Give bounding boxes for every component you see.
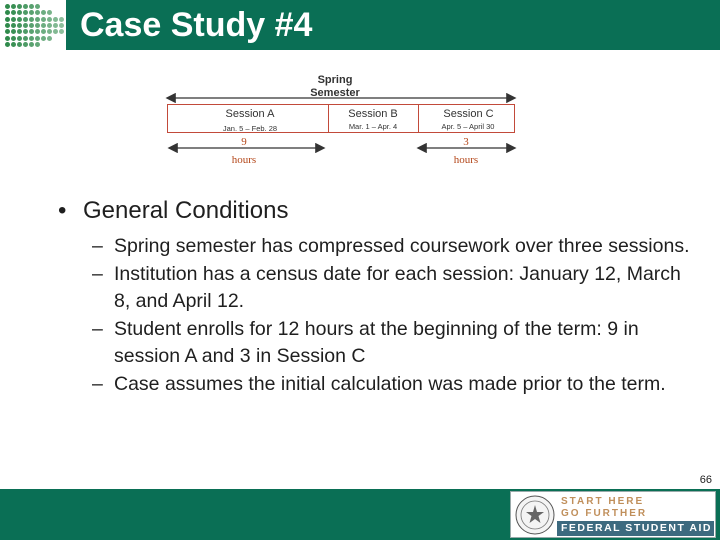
header-bar (0, 0, 720, 50)
page-title: Case Study #4 (80, 6, 313, 44)
logo-dot (47, 29, 52, 34)
logo-dot (41, 23, 46, 28)
session-timeline-diagram (160, 74, 525, 174)
logo-dot (23, 23, 28, 28)
logo-dot (11, 23, 16, 28)
logo-dot (17, 4, 22, 9)
logo-dot (11, 17, 16, 22)
session-divider (418, 104, 419, 133)
list-item-text: Case assumes the initial calculation was made prior to the term. (114, 372, 666, 395)
logo-dot (23, 17, 28, 22)
logo-dot (23, 29, 28, 34)
logo-dot (59, 29, 64, 34)
bullet-dot: • (58, 197, 67, 224)
session-a-hours-unit: hours (231, 154, 257, 166)
logo-dot (35, 17, 40, 22)
logo-dot (53, 23, 58, 28)
list-item: – Case assumes the initial calculation was made prior to the term. (92, 372, 666, 395)
logo-dot (35, 10, 40, 15)
logo-dot (29, 29, 34, 34)
session-a-dates: Jan. 5 – Feb. 28 (222, 124, 278, 133)
session-b-name: Session B (348, 108, 398, 120)
session-b-dates: Mar. 1 – Apr. 4 (348, 122, 398, 131)
logo-dot (23, 10, 28, 15)
bullet-label: General Conditions (83, 197, 289, 224)
conditions-list (92, 233, 692, 398)
list-item: – Institution has a census date for each session: January 12, March 8, and April 12. (92, 262, 681, 312)
logo-dot (17, 10, 22, 15)
logo-dot (47, 36, 52, 41)
logo-dot (41, 17, 46, 22)
session-a-hours: 9 (241, 136, 247, 148)
logo-dot (11, 29, 16, 34)
logo-tagline-2: GO FURTHER (561, 508, 648, 519)
logo-dot (59, 23, 64, 28)
logo-dot (11, 4, 16, 9)
logo-dot (41, 36, 46, 41)
logo-dot (17, 17, 22, 22)
logo-tagline-1: START HERE (561, 496, 645, 507)
logo-dot (29, 23, 34, 28)
list-item: – Student enrolls for 12 hours at the beginning of the term: 9 in session A and 3 in Session C (92, 317, 639, 367)
logo-dot (5, 4, 10, 9)
logo-dot (53, 29, 58, 34)
logo-dot (29, 36, 34, 41)
logo-dot (5, 17, 10, 22)
session-c-name: Session C (443, 108, 494, 120)
logo-dot (17, 23, 22, 28)
session-a-name: Session A (225, 108, 275, 120)
logo-dot (41, 10, 46, 15)
logo-agency-name: FEDERAL STUDENT AID (557, 521, 714, 536)
term-label: Spring Semester (310, 74, 360, 99)
logo-dot (35, 4, 40, 9)
logo-dot (47, 23, 52, 28)
department-seal-icon (515, 495, 555, 535)
logo-dot (23, 36, 28, 41)
logo-dot (5, 10, 10, 15)
logo-dot (11, 36, 16, 41)
logo-dot (29, 17, 34, 22)
logo-dot (11, 42, 16, 47)
logo-dot (35, 29, 40, 34)
logo-dot (23, 4, 28, 9)
session-c-hours-unit: hours (453, 154, 479, 166)
logo-dot (17, 36, 22, 41)
session-c-hours: 3 (463, 136, 469, 148)
logo-dot (59, 17, 64, 22)
list-item-text: Student enrolls for 12 hours at the beginning of the term: 9 in session A and 3 in Session C (114, 317, 639, 367)
logo-dot (47, 10, 52, 15)
logo-dot (47, 17, 52, 22)
logo-dot (17, 42, 22, 47)
logo-dot (5, 36, 10, 41)
logo-dot (29, 10, 34, 15)
logo-dot (35, 23, 40, 28)
logo-dot (5, 29, 10, 34)
page-number: 66 (699, 474, 712, 486)
logo-dot (5, 42, 10, 47)
logo-dot (35, 42, 40, 47)
logo-dot (23, 42, 28, 47)
logo-dot (35, 36, 40, 41)
logo-dot (5, 23, 10, 28)
logo-dot (53, 17, 58, 22)
logo-dot (11, 10, 16, 15)
list-item-text: Spring semester has compressed coursework over three sessions. (114, 235, 690, 257)
federal-student-aid-logo (510, 491, 716, 538)
logo-dot (41, 29, 46, 34)
general-conditions-heading (58, 197, 288, 225)
logo-dot (29, 4, 34, 9)
list-item: – Spring semester has compressed coursework over three sessions. (92, 235, 690, 257)
dot-logo-icon (0, 0, 66, 50)
logo-dot (17, 29, 22, 34)
list-item-text: Institution has a census date for each session: January 12, March 8, and April 12. (114, 262, 681, 312)
session-c-dates: Apr. 5 – April 30 (441, 122, 495, 131)
logo-dot (29, 42, 34, 47)
